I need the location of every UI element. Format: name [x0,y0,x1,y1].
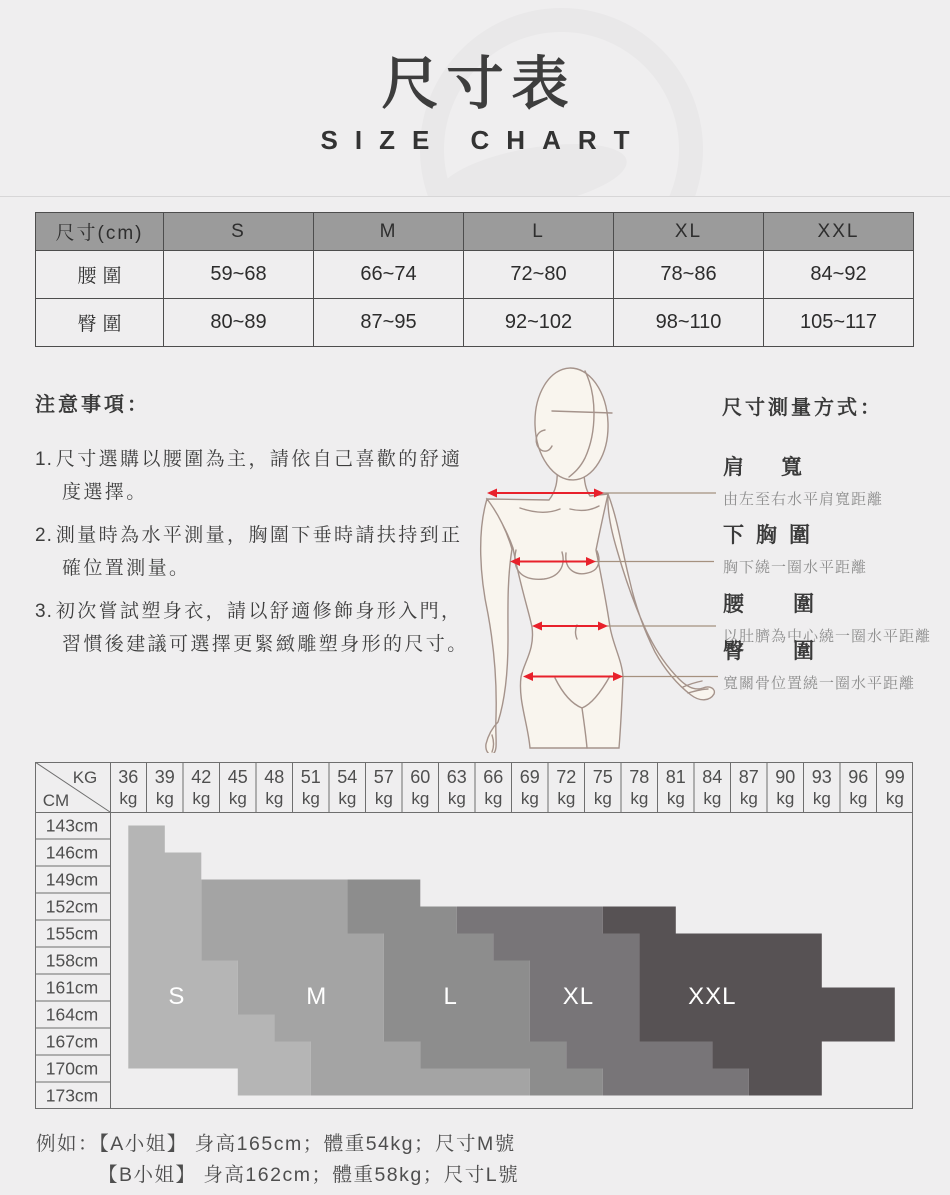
weight-tick-unit: kg [374,789,393,808]
weight-tick-label: 69 [519,767,540,787]
weight-tick-label: 48 [264,767,285,787]
weight-tick-unit: kg [666,789,685,808]
note-item: 1. 尺寸選購以腰圍為主，請依自己喜歡的舒適度選擇。 [35,449,463,503]
measurement-value: 78~86 [614,251,764,299]
weight-tick-unit: kg [338,789,357,808]
weight-tick-unit: kg [776,789,795,808]
notes-section [35,388,475,671]
weight-tick-label: 36 [118,767,139,787]
height-tick-label: 170cm [45,1058,99,1079]
page-subtitle: SIZE CHART [320,125,647,155]
height-tick-label: 155cm [45,923,99,944]
weight-tick-unit: kg [155,789,174,808]
example-line-a: 例如：【A小姐】 身高165cm；體重54kg；尺寸M號 [36,1133,516,1155]
size-region-label-xxl: XXL [688,982,737,1010]
example-line-b: 【B小姐】 身高162cm；體重58kg；尺寸L號 [98,1164,520,1186]
height-tick-label: 149cm [45,869,99,890]
weight-tick-unit: kg [265,789,284,808]
weight-tick-label: 93 [811,767,832,787]
weight-tick-unit: kg [119,789,138,808]
size-region-label-l: L [443,982,458,1010]
height-tick-label: 152cm [45,896,99,917]
weight-tick-unit: kg [703,789,722,808]
weight-tick-label: 54 [337,767,358,787]
weight-tick-label: 78 [629,767,650,787]
weight-tick-unit: kg [192,789,211,808]
head-outline [533,367,610,481]
size-region-label-xl: XL [562,982,595,1010]
weight-tick-unit: kg [593,789,612,808]
weight-tick-unit: kg [557,789,576,808]
measure-guide-title: 尺寸測量方式： [722,397,883,419]
weight-tick-unit: kg [447,789,466,808]
weight-tick-label: 84 [702,767,723,787]
size-region-label-m: M [306,982,328,1010]
measurement-value: 98~110 [614,299,764,347]
guide-label: 肩寬 [723,456,839,479]
height-tick-label: 143cm [45,815,99,836]
guide-desc: 由左至右水平肩寬距離 [723,491,884,508]
size-column-header: XL [614,213,764,251]
page-title: 尺寸表 [381,52,577,116]
weight-tick-label: 81 [665,767,686,787]
measurement-value: 80~89 [164,299,314,347]
guide-desc: 寬關骨位置繞一圈水平距離 [723,675,916,692]
x-axis-unit-label: KG [72,768,98,787]
weight-tick-label: 60 [410,767,431,787]
weight-tick-unit: kg [301,789,320,808]
guide-label: 下胸圍 [723,524,822,547]
note-item: 2. 測量時為水平測量，胸圍下垂時請扶持到正確位置測量。 [35,525,463,579]
height-tick-label: 173cm [45,1085,99,1106]
guide-entry-hip [723,635,915,693]
measurement-value: 66~74 [314,251,464,299]
weight-tick-unit: kg [812,789,831,808]
notes-title: 注意事項： [35,394,150,416]
measurement-value: 72~80 [464,251,614,299]
y-axis-unit-label: CM [42,791,70,810]
weight-tick-label: 45 [227,767,248,787]
height-weight-size-chart [35,762,913,1110]
size-table-grid [35,212,914,347]
measurement-row-label: 臀圍 [36,299,164,347]
measurement-value: 84~92 [764,251,914,299]
size-table-row [36,299,914,347]
guide-entry-shoulder [723,451,883,509]
weight-tick-unit: kg [885,789,904,808]
weight-tick-label: 72 [556,767,577,787]
measurement-value: 92~102 [464,299,614,347]
weight-tick-label: 57 [373,767,394,787]
weight-tick-unit: kg [739,789,758,808]
size-table-row [36,251,914,299]
weight-tick-label: 99 [884,767,905,787]
left-arm-outline [481,499,512,753]
size-unit-header: 尺寸(cm) [36,213,164,251]
weight-tick-unit: kg [228,789,247,808]
measurement-value: 87~95 [314,299,464,347]
size-region-label-s: S [168,982,186,1010]
weight-tick-unit: kg [411,789,430,808]
right-arm-outline [608,494,715,700]
weight-tick-unit: kg [520,789,539,808]
weight-tick-unit: kg [630,789,649,808]
measurement-value: 59~68 [164,251,314,299]
weight-tick-label: 75 [592,767,613,787]
guide-desc: 胸下繞一圈水平距離 [723,559,868,576]
size-column-header: M [314,213,464,251]
weight-tick-label: 90 [775,767,796,787]
size-table [35,212,913,347]
weight-tick-label: 66 [483,767,504,787]
body-measurement-figure [430,358,730,753]
weight-tick-label: 96 [848,767,869,787]
guide-entry-underbust [723,519,867,577]
header-section [0,0,950,196]
height-tick-label: 161cm [45,977,99,998]
weight-tick-unit: kg [484,789,503,808]
weight-tick-label: 87 [738,767,759,787]
notes-list [35,443,472,661]
height-tick-label: 158cm [45,950,99,971]
weight-tick-label: 39 [154,767,175,787]
guide-desc: 以肚臍為中心繞一圈水平距離 [723,628,932,645]
weight-tick-label: 63 [446,767,467,787]
section-divider [0,196,950,197]
height-tick-label: 164cm [45,1004,99,1025]
measurement-value: 105~117 [764,299,914,347]
weight-tick-label: 42 [191,767,212,787]
guide-label: 臀圍 [723,640,863,663]
size-column-header: L [464,213,614,251]
size-column-header: XXL [764,213,914,251]
note-item: 3. 初次嘗試塑身衣，請以舒適修飾身形入門，習慣後建議可選擇更緊緻雕塑身形的尺寸。 [35,601,469,655]
height-tick-label: 146cm [45,842,99,863]
size-column-header: S [164,213,314,251]
measurement-row-label: 腰圍 [36,251,164,299]
weight-tick-label: 51 [300,767,321,787]
guide-label: 腰圍 [723,593,863,616]
height-tick-label: 167cm [45,1031,99,1052]
weight-tick-unit: kg [849,789,868,808]
